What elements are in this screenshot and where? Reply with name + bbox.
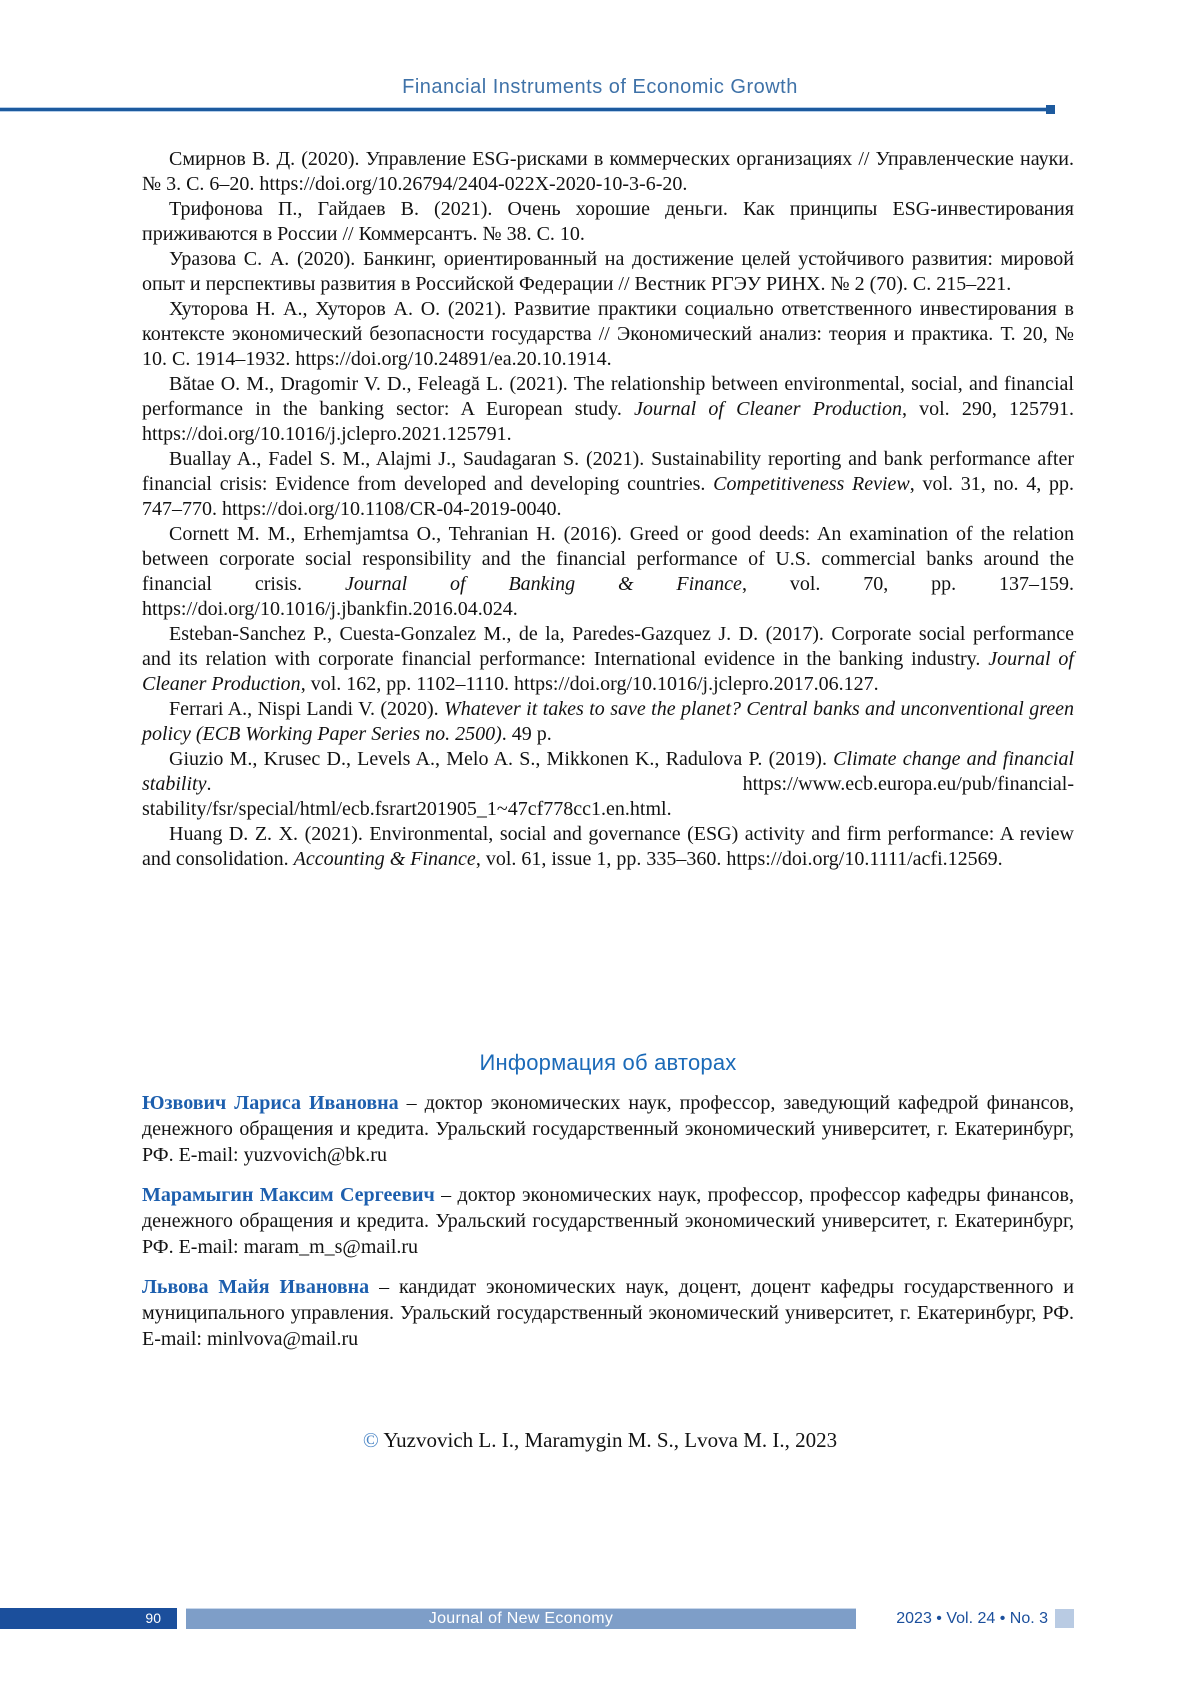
reference-text: , vol. 70, pp. 137–159. https://doi.org/10.1016/j.jbankfin.2016.04.024. bbox=[142, 573, 1075, 620]
reference-text: Трифонова П., Гайдаев В. (2021). Очень хорошие деньги. Как принципы ESG-инвестирования приживаются в России // Коммерсантъ. № 38. С. 10. bbox=[142, 198, 1074, 245]
reference-text: Bătae O. M., Dragomir V. D., Feleagă L. (2021). The relationship between environmental, social, and financial performance in the banking sector: A European study. bbox=[142, 373, 1074, 420]
header-rule bbox=[0, 107, 1050, 112]
reference-journal-title: Journal of Cleaner Production bbox=[142, 648, 1074, 695]
footer-page-number-bar bbox=[0, 1608, 177, 1629]
reference-item bbox=[142, 197, 1074, 247]
reference-item bbox=[142, 447, 1074, 522]
author-item bbox=[142, 1090, 1074, 1168]
reference-text: . 49 p. bbox=[501, 723, 552, 745]
reference-text: , vol. 61, issue 1, pp. 335–360. https://doi.org/10.1111/acfi.12569. bbox=[475, 848, 1003, 870]
copyright-text: Yuzvovich L. I., Maramygin M. S., Lvova M. I., 2023 bbox=[383, 1428, 838, 1452]
reference-text: , vol. 162, pp. 1102–1110. https://doi.org/10.1016/j.jclepro.2017.06.127. bbox=[300, 673, 879, 695]
reference-text: , vol. 290, 125791. https://doi.org/10.1016/j.jclepro.2021.125791. bbox=[142, 398, 1074, 445]
reference-text: . https://www.ecb.europa.eu/pub/financial-stability/fsr/special/html/ecb.fsrart201905_1~47cf778cc1.en.html. bbox=[142, 773, 1074, 820]
running-title: Financial Instruments of Economic Growth bbox=[402, 76, 798, 98]
reference-text: Смирнов В. Д. (2020). Управление ESG-рисками в коммерческих организациях // Управленческие науки. № 3. С. 6–20. https://doi.org/10.26794/2404-022X-2020-10-3-6-20. bbox=[142, 148, 1074, 195]
footer-journal-bar bbox=[186, 1608, 856, 1629]
footer-endcap-square bbox=[1055, 1609, 1074, 1628]
journal-name: Journal of New Economy bbox=[428, 1610, 614, 1627]
author-name: Львова Майя Ивановна bbox=[142, 1276, 370, 1298]
reference-item bbox=[142, 822, 1074, 872]
authors-section-heading: Информация об авторах bbox=[479, 1050, 737, 1075]
reference-journal-title: Competitiveness Review bbox=[713, 473, 910, 495]
reference-journal-title: Whatever it takes to save the planet? Central banks and unconventional green policy (ECB Working Paper Series no. 2500) bbox=[142, 698, 1074, 745]
reference-text: Ferrari A., Nispi Landi V. (2020). bbox=[169, 698, 445, 720]
reference-item bbox=[142, 747, 1074, 822]
reference-text: Хуторова Н. А., Хуторов А. О. (2021). Развитие практики социально ответственного инвестирования в контексте экономический безопасности государства // Экономический анализ: теория и практика. Т. 20, № 10. С. 1914–1932. https://doi.org/10.24891/ea.20.10.1914. bbox=[142, 298, 1074, 370]
reference-item bbox=[142, 247, 1074, 297]
reference-text: Giuzio M., Krusec D., Levels A., Melo A. S., Mikkonen K., Radulova P. (2019). bbox=[169, 748, 834, 770]
reference-text: , vol. 31, no. 4, pp. 747–770. https://doi.org/10.1108/CR-04-2019-0040. bbox=[142, 473, 1075, 520]
reference-text: Esteban-Sanchez P., Cuesta-Gonzalez M., de la, Paredes-Gazquez J. D. (2017). Corporate social performance and its relation with corporate financial performance: International evidence in the banking industry. bbox=[142, 623, 1074, 670]
reference-journal-title: Journal of Cleaner Production bbox=[634, 398, 902, 420]
authors-list bbox=[142, 1090, 1074, 1366]
author-item bbox=[142, 1274, 1074, 1352]
copyright-symbol: © bbox=[362, 1428, 379, 1452]
reference-journal-title: Journal of Banking & Finance bbox=[344, 573, 742, 595]
author-name: Юзвович Лариса Ивановна bbox=[142, 1092, 399, 1114]
header-rule-endcap-square bbox=[1046, 105, 1055, 114]
author-item bbox=[142, 1182, 1074, 1260]
reference-item bbox=[142, 147, 1074, 197]
reference-item bbox=[142, 522, 1074, 622]
reference-journal-title: Accounting & Finance bbox=[293, 848, 476, 870]
reference-journal-title: Climate change and financial stability bbox=[142, 748, 1075, 795]
reference-item bbox=[142, 697, 1074, 747]
author-description: – доктор экономических наук, профессор, заведующий кафедрой финансов, денежного обращения и кредита. Уральский государственный экономический университет, г. Екатеринбург, РФ. E-mail: yuzvovich@bk.ru bbox=[142, 1092, 1074, 1166]
author-description: – доктор экономических наук, профессор, профессор кафедры финансов, денежного обращения и кредита. Уральский государственный экономический университет, г. Екатеринбург, РФ. E-mail: maram_m_s@mail.ru bbox=[142, 1184, 1074, 1258]
reference-text: Huang D. Z. X. (2021). Environmental, social and governance (ESG) activity and firm performance: A review and consolidation. bbox=[142, 823, 1074, 870]
page-number: 90 bbox=[145, 1610, 161, 1626]
reference-text: Buallay A., Fadel S. M., Alajmi J., Saudagaran S. (2021). Sustainability reporting and bank performance after financial crisis: Evidence from developed and developing countries. bbox=[142, 448, 1074, 495]
reference-item bbox=[142, 622, 1074, 697]
author-description: – кандидат экономических наук, доцент, доцент кафедры государственного и муниципального управления. Уральский государственный экономический университет, г. Екатеринбург, РФ. E-mail: minlvova@mail.ru bbox=[142, 1276, 1074, 1350]
reference-text: Cornett M. M., Erhemjamtsa O., Tehranian H. (2016). Greed or good deeds: An examination of the relation between corporate social responsibility and the financial performance of U.S. commercial banks around the financial crisis. bbox=[142, 523, 1074, 595]
copyright-line bbox=[0, 1428, 1200, 1453]
footer-issue-info: 2023 • Vol. 24 • No. 3 bbox=[896, 1610, 1048, 1627]
reference-item bbox=[142, 297, 1074, 372]
author-name: Марамыгин Максим Сергеевич bbox=[142, 1184, 435, 1206]
reference-text: Уразова С. А. (2020). Банкинг, ориентированный на достижение целей устойчивого развития: мировой опыт и перспективы развития в Российской Федерации // Вестник РГЭУ РИНХ. № 2 (70). С. 215–221. bbox=[142, 248, 1074, 295]
reference-item bbox=[142, 372, 1074, 447]
references-list bbox=[142, 147, 1074, 872]
